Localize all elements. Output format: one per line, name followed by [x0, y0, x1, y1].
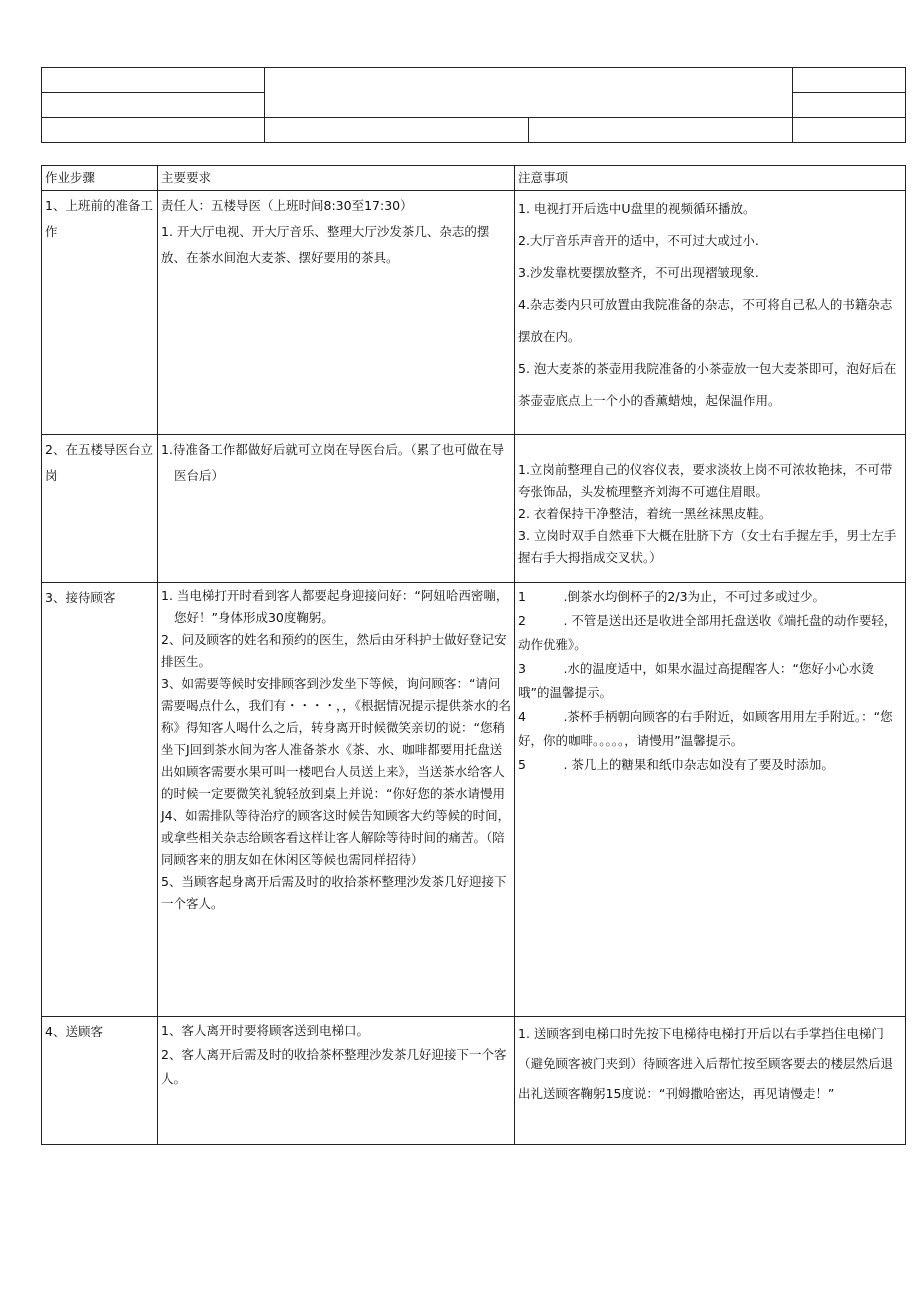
- requirement-item: 1、客人离开时要将顾客送到电梯口。: [161, 1023, 369, 1038]
- header-form-cell: [793, 118, 906, 143]
- header-form-cell: [793, 68, 906, 93]
- note-item: 5 . 茶几上的糖果和纸巾杂志如没有了要及时添加。: [518, 757, 834, 772]
- procedure-table: [41, 165, 906, 1145]
- table-row: [42, 1017, 906, 1145]
- table-row: [42, 583, 906, 1017]
- header-notes: 注意事项: [515, 166, 906, 191]
- note-item: 3 .水的温度适中，如果水温过高提醒客人：“您好小心水烫哦”的温馨提示。: [518, 661, 874, 700]
- note-item: 5. 泡大麦茶的茶壶用我院准备的小茶壶放一包大麦茶即可，泡好后在茶壶壶底点上一个小的香薰蜡烛，起保温作用。: [518, 361, 897, 408]
- notes-cell: [515, 583, 906, 1017]
- note-item: 4.杂志娄内只可放置由我院准备的杂志，不可将自己私人的书籍杂志摆放在内。: [518, 297, 893, 344]
- header-form-cell: [265, 118, 529, 143]
- note-item: 1. 送顾客到电梯口时先按下电梯待电梯打开后以右手掌挡住电梯门（避免顾客被门夹到）待顾客进入后帮忙按至顾客要去的楼层然后退出礼送顾客鞠躬15度说：“刊姆撒哈密达，再见请慢走！”: [518, 1026, 894, 1101]
- notes-cell: [515, 1017, 906, 1145]
- requirements-cell: [158, 1017, 515, 1145]
- step-cell: [42, 191, 158, 435]
- table-row: [42, 435, 906, 583]
- notes-cell: [515, 435, 906, 583]
- notes-cell: [515, 191, 906, 435]
- header-form-table: [41, 67, 906, 143]
- header-requirements: 主要要求: [158, 166, 515, 191]
- step-label: 4、送顾客: [45, 1024, 103, 1039]
- note-item: 1. 电视打开后选中U盘里的视频循环播放。: [518, 201, 756, 216]
- header-form-cell: [42, 118, 265, 143]
- requirements-cell: [158, 583, 515, 1017]
- requirement-item: 5、当顾客起身离开后需及时的收拾茶杯整理沙发茶几好迎接下一个客人。: [161, 874, 507, 911]
- requirements-cell: [158, 435, 515, 583]
- requirements-cell: [158, 191, 515, 435]
- header-form-cell: [529, 118, 793, 143]
- requirement-item: 责任人：五楼导医（上班时间8:30至17:30）: [161, 198, 413, 213]
- note-item: 4 .茶杯手柄朝向顾客的右手附近，如顾客用用左手附近。：“您好，你的咖啡。。。。。，请慢用”温馨提示。: [518, 709, 893, 748]
- header-form-cell: [42, 68, 265, 93]
- step-cell: [42, 583, 158, 1017]
- step-label: 2、在五楼导医台立岗: [45, 442, 153, 483]
- requirement-item: 2、客人离开后需及时的收拾茶杯整理沙发茶几好迎接下一个客人。: [161, 1047, 507, 1086]
- header-form-row: [42, 68, 906, 93]
- header-form-cell: [793, 93, 906, 118]
- header-form-cell: [42, 93, 265, 118]
- note-item: 3.沙发靠枕要摆放整齐，不可出现褶皱现象.: [518, 265, 759, 280]
- note-item: 1.立岗前整理自己的仪容仪表，要求淡妆上岗不可浓妆艳抹，不可带夸张饰品，头发梳理整齐刘海不可遮住眉眼。: [518, 462, 893, 499]
- header-form-row: [42, 118, 906, 143]
- step-label: 3、接待顾客: [45, 590, 116, 605]
- requirement-item: 3、如需要等候时安排顾客到沙发坐下等候，询问顾客：“请问需要喝点什么，我们有・・・・，，《根据情况提示提供茶水的名称》得知客人喝什么之后，转身离开时候微笑亲切的说：“您稍坐下J回到茶水间为客人准备茶水《茶、水、咖啡都要用托盘送出如顾客需要水果可叫一楼吧台人员送上来》，当送茶水给客人的时候一定要微笑礼貌轻放到桌上并说：“你好您的茶水请慢用J4、如需排队等待治疗的顾客这时候告知顾客大约等候的时间，或拿些相关杂志给顾客看这样让客人解除等待时间的痛苦。（陪同顾客来的朋友如在休闲区等候也需同样招待）: [161, 676, 512, 867]
- requirement-item: 1.待准备工作都做好后就可立岗在导医台后。（累了也可做在导医台后）: [161, 442, 505, 483]
- note-item: 2.大厅音乐声音开的适中，不可过大或过小.: [518, 233, 759, 248]
- table-row: [42, 191, 906, 435]
- step-cell: [42, 1017, 158, 1145]
- requirement-item: 1. 当电梯打开时看到客人都要起身迎接问好：“阿妞哈西密嘣，您好！”身体形成30度鞠躬。: [161, 588, 509, 625]
- requirement-item: 1. 开大厅电视、开大厅音乐、整理大厅沙发茶几、杂志的摆放、在茶水间泡大麦茶、摆好要用的茶具。: [161, 224, 490, 265]
- requirement-item: 2、问及顾客的姓名和预约的医生，然后由牙科护士做好登记安排医生。: [161, 632, 507, 669]
- header-form-title-cell: [265, 68, 793, 118]
- note-item: 2 . 不管是送出还是收进全部用托盘送收《端托盘的动作要轻，动作优雅》。: [518, 613, 897, 652]
- step-label: 1、上班前的准备工作: [45, 198, 153, 239]
- table-header-row: [42, 166, 906, 191]
- note-item: 1 .倒茶水均倒杯子的2/3为止，不可过多或过少。: [518, 589, 826, 604]
- step-cell: [42, 435, 158, 583]
- note-item: 2. 衣着保持干净整洁，着统一黑丝袜黑皮鞋。: [518, 506, 772, 521]
- note-item: 3. 立岗时双手自然垂下大概在肚脐下方（女士右手握左手，男士左手握右手大拇指成交叉状。）: [518, 528, 897, 565]
- header-step: 作业步骤: [42, 166, 158, 191]
